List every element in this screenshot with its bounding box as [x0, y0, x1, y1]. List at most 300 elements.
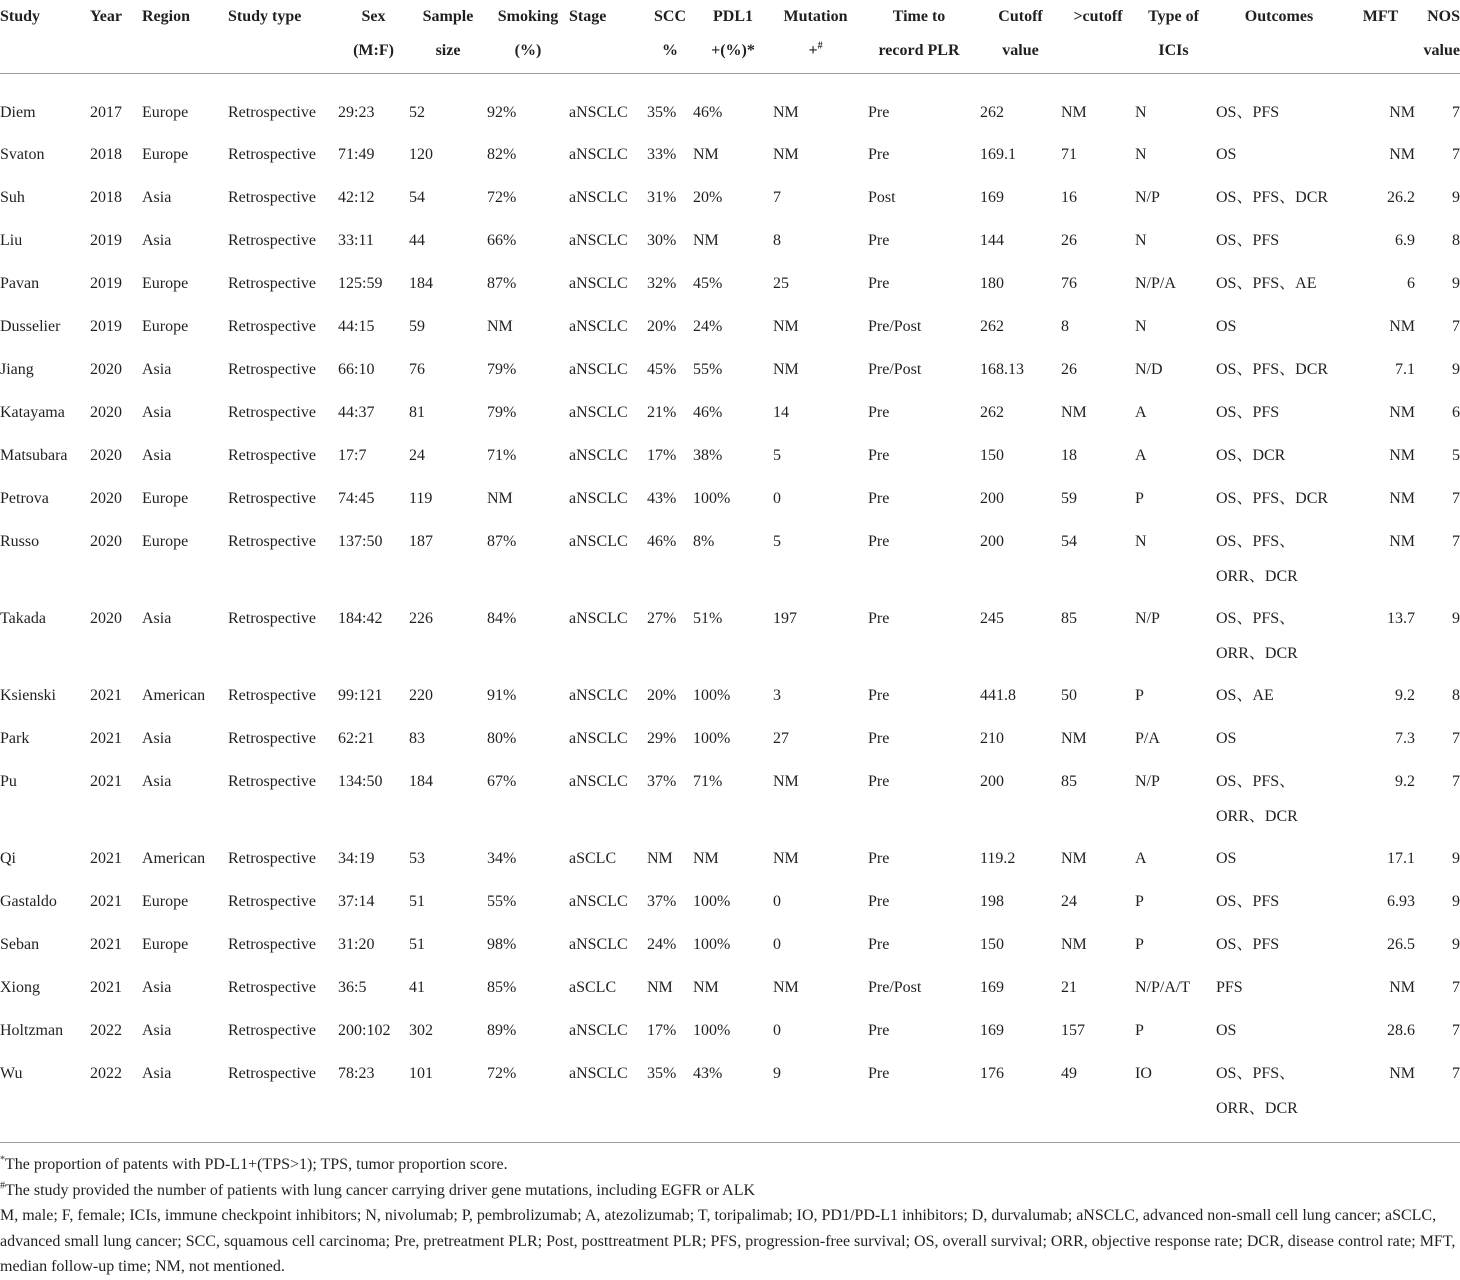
cell-time-to-record: Pre	[868, 730, 890, 747]
cell-time-to-record: Pre	[868, 404, 890, 421]
cell-sample-size: 44	[409, 232, 425, 249]
cell-mutation: 8	[773, 232, 781, 249]
column-header-line1: Type of	[1148, 8, 1199, 25]
cell-year: 2020	[90, 533, 122, 550]
cell-outcomes	[1212, 885, 1346, 928]
table-row	[0, 971, 1460, 1014]
outcomes-line1: OS、PFS	[1216, 232, 1280, 249]
outcomes-line1: OS、PFS、DCR	[1216, 189, 1329, 206]
cell-smoking: 72%	[487, 1065, 517, 1082]
cell-outcomes	[1212, 353, 1346, 396]
cell-mutation: NM	[773, 773, 799, 790]
cell-scc: 35%	[647, 1065, 677, 1082]
column-header	[1212, 0, 1346, 73]
cell-mft: 17.1	[1387, 850, 1415, 867]
cell-sample-size: 53	[409, 850, 425, 867]
outcomes-line1: OS、PFS、	[1216, 610, 1296, 627]
cell-mft: NM	[1389, 1065, 1415, 1082]
cell-sample-size: 184	[409, 275, 433, 292]
column-header	[773, 0, 858, 73]
cell-nos: 7	[1452, 533, 1460, 550]
table-footnotes	[0, 1152, 1460, 1280]
table-header	[0, 0, 1460, 73]
column-header-line1: >cutoff	[1073, 8, 1123, 25]
cell-study: Park	[0, 730, 30, 747]
cell-study: Svaton	[0, 146, 45, 163]
column-header-line1: Study type	[228, 8, 302, 25]
cell-study: Dusselier	[0, 318, 61, 335]
cell-sex-ratio: 17:7	[338, 447, 367, 464]
cell-region: American	[142, 687, 206, 704]
outcomes-line1: OS	[1216, 318, 1237, 335]
cell-nos: 7	[1452, 490, 1460, 507]
cell-scc: 17%	[647, 447, 677, 464]
cell-stage: aNSCLC	[569, 533, 628, 550]
column-header	[142, 0, 228, 73]
outcomes-line1: OS、PFS、	[1216, 773, 1296, 790]
cell-mft: 6.9	[1395, 232, 1415, 249]
cell-ici-type: P	[1135, 893, 1144, 910]
cell-year: 2020	[90, 447, 122, 464]
cell-sample-size: 24	[409, 447, 425, 464]
table-row	[0, 138, 1460, 181]
cell-scc: 24%	[647, 936, 677, 953]
cell-study-type: Retrospective	[228, 490, 316, 507]
cell-smoking: NM	[487, 490, 513, 507]
cell-study: Katayama	[0, 404, 65, 421]
cell-sample-size: 59	[409, 318, 425, 335]
cell-sample-size: 83	[409, 730, 425, 747]
cell-mutation: 0	[773, 936, 781, 953]
cell-mutation: 3	[773, 687, 781, 704]
column-header-line1: Region	[142, 8, 190, 25]
footnote-mutation	[0, 1178, 1460, 1204]
cell-cutoff: 168.13	[980, 361, 1024, 378]
cell-ici-type: P	[1135, 936, 1144, 953]
cell-time-to-record: Pre/Post	[868, 318, 922, 335]
cell-pdl1: 45%	[693, 275, 723, 292]
cell-nos: 7	[1452, 1065, 1460, 1082]
cell-year: 2021	[90, 979, 122, 996]
cell-above-cutoff: 54	[1061, 533, 1077, 550]
cell-stage: aNSCLC	[569, 730, 628, 747]
cell-cutoff: 200	[980, 490, 1004, 507]
cell-sex-ratio: 134:50	[338, 773, 383, 790]
cell-sample-size: 302	[409, 1022, 433, 1039]
cell-outcomes	[1212, 971, 1346, 1014]
column-header-line2: ICIs	[1158, 42, 1189, 59]
cell-outcomes	[1212, 722, 1346, 765]
footnote-asterisk-mark: *	[0, 1154, 5, 1166]
cell-pdl1: 46%	[693, 103, 723, 121]
column-header-line2: record PLR	[878, 42, 960, 59]
cell-study: Qi	[0, 850, 16, 867]
outcomes-line1: OS、PFS、AE	[1216, 275, 1317, 292]
outcomes-line1: OS	[1216, 1022, 1237, 1039]
cell-time-to-record: Pre	[868, 1065, 890, 1082]
outcomes-line1: OS	[1216, 730, 1237, 747]
cell-nos: 8	[1452, 687, 1460, 704]
table-body	[0, 73, 1460, 1134]
cell-time-to-record: Post	[868, 189, 896, 206]
cell-scc: 20%	[647, 318, 677, 335]
column-header	[0, 0, 90, 73]
column-header-line2: +	[808, 42, 818, 59]
cell-study-type: Retrospective	[228, 533, 316, 550]
cell-pdl1: 8%	[693, 533, 715, 550]
cell-scc: 29%	[647, 730, 677, 747]
cell-stage: aNSCLC	[569, 610, 628, 627]
cell-study-type: Retrospective	[228, 232, 316, 249]
cell-stage: aSCLC	[569, 850, 617, 867]
cell-region: Europe	[142, 275, 189, 292]
cell-study-type: Retrospective	[228, 275, 316, 292]
column-header	[228, 0, 338, 73]
cell-cutoff: 262	[980, 103, 1004, 121]
column-header-line1: Year	[90, 8, 122, 25]
cell-smoking: 55%	[487, 893, 517, 910]
outcomes-line1: OS	[1216, 850, 1237, 867]
footnote-mutation-text: The study provided the number of patients with lung cancer carrying driver gene mutations, including EGFR or ALK	[5, 1181, 756, 1199]
column-header-line1: SCC	[653, 8, 686, 25]
cell-above-cutoff: 85	[1061, 610, 1077, 627]
outcomes-line1: OS、PFS、DCR	[1216, 361, 1329, 378]
column-header	[647, 0, 693, 73]
cell-nos: 9	[1452, 361, 1460, 378]
cell-study-type: Retrospective	[228, 404, 316, 421]
cell-sex-ratio: 34:19	[338, 850, 375, 867]
cell-year: 2020	[90, 404, 122, 421]
cell-sex-ratio: 37:14	[338, 893, 375, 910]
cell-sample-size: 51	[409, 893, 425, 910]
cell-nos: 6	[1452, 404, 1460, 421]
cell-time-to-record: Pre	[868, 850, 890, 867]
cell-study: Pu	[0, 773, 17, 790]
cell-sex-ratio: 71:49	[338, 146, 375, 163]
cell-scc: 35%	[647, 103, 677, 121]
cell-mutation: NM	[773, 850, 799, 867]
cell-study: Xiong	[0, 979, 40, 996]
table-row	[0, 842, 1460, 885]
cell-study: Seban	[0, 936, 40, 953]
cell-sample-size: 220	[409, 687, 433, 704]
cell-nos: 7	[1452, 1022, 1460, 1039]
cell-pdl1: 51%	[693, 610, 723, 627]
column-header-line1: Outcomes	[1244, 8, 1314, 25]
cell-study: Suh	[0, 189, 25, 206]
cell-nos: 5	[1452, 447, 1460, 464]
column-header-line1: Time to	[892, 8, 946, 25]
cell-scc: 17%	[647, 1022, 677, 1039]
cell-sample-size: 120	[409, 146, 433, 163]
cell-year: 2018	[90, 146, 122, 163]
cell-scc: NM	[647, 850, 673, 867]
outcomes-line1: OS、AE	[1216, 687, 1274, 704]
cell-sex-ratio: 29:23	[338, 103, 375, 121]
cell-year: 2019	[90, 275, 122, 292]
outcomes-line2: ORR、DCR	[1216, 644, 1298, 662]
cell-mutation: 0	[773, 490, 781, 507]
cell-year: 2017	[90, 103, 122, 121]
column-header	[858, 0, 980, 73]
cell-cutoff: 441.8	[980, 687, 1016, 704]
cell-sex-ratio: 74:45	[338, 490, 375, 507]
column-header	[1415, 0, 1460, 73]
cell-above-cutoff: 85	[1061, 773, 1077, 790]
cell-time-to-record: Pre	[868, 610, 890, 627]
cell-smoking: 71%	[487, 447, 517, 464]
column-header-line1: NOS	[1427, 8, 1460, 25]
column-header-line1: Mutation	[783, 8, 848, 25]
cell-study-type: Retrospective	[228, 936, 316, 953]
cell-outcomes	[1212, 842, 1346, 885]
cell-year: 2022	[90, 1065, 122, 1082]
cell-smoking: 79%	[487, 361, 517, 378]
cell-sex-ratio: 42:12	[338, 189, 375, 206]
cell-mutation: 9	[773, 1065, 781, 1082]
cell-study: Diem	[0, 103, 36, 121]
cell-outcomes	[1212, 765, 1346, 842]
cell-study-type: Retrospective	[228, 103, 316, 121]
cell-year: 2021	[90, 687, 122, 704]
cell-sex-ratio: 137:50	[338, 533, 383, 550]
cell-study: Liu	[0, 232, 23, 249]
cell-outcomes	[1212, 482, 1346, 525]
cell-time-to-record: Pre	[868, 275, 890, 292]
cell-time-to-record: Pre	[868, 232, 890, 249]
cell-region: Asia	[142, 404, 172, 421]
cell-outcomes	[1212, 1014, 1346, 1057]
cell-region: Europe	[142, 318, 189, 335]
cell-sample-size: 52	[409, 103, 425, 121]
cell-year: 2018	[90, 189, 122, 206]
table-row	[0, 765, 1460, 842]
cell-nos: 7	[1452, 773, 1460, 790]
cell-sex-ratio: 78:23	[338, 1065, 375, 1082]
cell-study-type: Retrospective	[228, 1022, 316, 1039]
cell-ici-type: N	[1135, 146, 1147, 163]
outcomes-line1: OS、PFS、	[1216, 533, 1296, 550]
outcomes-line2: ORR、DCR	[1216, 807, 1298, 825]
cell-mft: NM	[1389, 447, 1415, 464]
cell-scc: 33%	[647, 146, 677, 163]
cell-outcomes	[1212, 138, 1346, 181]
column-header-line2: (M:F)	[353, 42, 394, 59]
table-row	[0, 73, 1460, 138]
cell-mft: 26.2	[1387, 189, 1415, 206]
column-header	[338, 0, 409, 73]
cell-stage: aNSCLC	[569, 490, 628, 507]
cell-stage: aNSCLC	[569, 687, 628, 704]
cell-sample-size: 81	[409, 404, 425, 421]
cell-mutation: 0	[773, 893, 781, 910]
cell-cutoff: 144	[980, 232, 1004, 249]
cell-smoking: 98%	[487, 936, 517, 953]
column-header-line1: PDL1	[713, 8, 753, 25]
cell-pdl1: 100%	[693, 893, 731, 910]
cell-study-type: Retrospective	[228, 447, 316, 464]
cell-study: Pavan	[0, 275, 40, 292]
column-header	[980, 0, 1061, 73]
cell-sex-ratio: 62:21	[338, 730, 375, 747]
table-row	[0, 525, 1460, 602]
cell-year: 2021	[90, 850, 122, 867]
cell-mutation: 197	[773, 610, 797, 627]
cell-above-cutoff: NM	[1061, 936, 1087, 953]
cell-mutation: NM	[773, 979, 799, 996]
column-header	[569, 0, 647, 73]
outcomes-line1: OS、PFS	[1216, 936, 1280, 953]
cell-above-cutoff: 24	[1061, 893, 1077, 910]
cell-smoking: 79%	[487, 404, 517, 421]
cell-outcomes	[1212, 439, 1346, 482]
column-header	[1061, 0, 1135, 73]
table-row	[0, 1057, 1460, 1134]
cell-time-to-record: Pre	[868, 936, 890, 953]
cell-year: 2019	[90, 232, 122, 249]
cell-outcomes	[1212, 525, 1346, 602]
table-row	[0, 439, 1460, 482]
cell-scc: NM	[647, 979, 673, 996]
column-header-line1: Sample	[422, 8, 474, 25]
outcomes-line1: OS、PFS	[1216, 404, 1280, 421]
column-header-line1: Sex	[361, 8, 386, 25]
column-header-line2: %	[662, 42, 678, 59]
cell-scc: 43%	[647, 490, 677, 507]
cell-ici-type: P/A	[1135, 730, 1160, 747]
cell-scc: 31%	[647, 189, 677, 206]
cell-stage: aNSCLC	[569, 1065, 628, 1082]
table-bottom-rule	[0, 1142, 1460, 1143]
cell-study: Jiang	[0, 361, 34, 378]
cell-nos: 9	[1452, 275, 1460, 292]
cell-cutoff: 245	[980, 610, 1004, 627]
cell-ici-type: N	[1135, 232, 1147, 249]
cell-mft: 7.1	[1395, 361, 1415, 378]
cell-stage: aNSCLC	[569, 773, 628, 790]
cell-stage: aNSCLC	[569, 447, 628, 464]
cell-mft: NM	[1389, 404, 1415, 421]
cell-region: Europe	[142, 103, 189, 121]
cell-mft: NM	[1389, 146, 1415, 163]
cell-mutation: 5	[773, 447, 781, 464]
cell-study-type: Retrospective	[228, 318, 316, 335]
cell-mutation: 25	[773, 275, 789, 292]
cell-sex-ratio: 31:20	[338, 936, 375, 953]
table-row	[0, 224, 1460, 267]
table-row	[0, 482, 1460, 525]
cell-sample-size: 187	[409, 533, 433, 550]
cell-year: 2022	[90, 1022, 122, 1039]
cell-sex-ratio: 36:5	[338, 979, 367, 996]
cell-cutoff: 198	[980, 893, 1004, 910]
cell-study-type: Retrospective	[228, 1065, 316, 1082]
cell-above-cutoff: 59	[1061, 490, 1077, 507]
cell-cutoff: 262	[980, 404, 1004, 421]
cell-region: Asia	[142, 773, 172, 790]
cell-scc: 27%	[647, 610, 677, 627]
cell-above-cutoff: 26	[1061, 232, 1077, 249]
cell-ici-type: A	[1135, 447, 1147, 464]
cell-study: Russo	[0, 533, 40, 550]
cell-time-to-record: Pre	[868, 146, 890, 163]
cell-pdl1: 55%	[693, 361, 723, 378]
cell-mft: NM	[1389, 103, 1415, 121]
table-row	[0, 181, 1460, 224]
cell-cutoff: 200	[980, 533, 1004, 550]
cell-scc: 30%	[647, 232, 677, 249]
cell-nos: 7	[1452, 318, 1460, 335]
table-row	[0, 885, 1460, 928]
cell-mft: 28.6	[1387, 1022, 1415, 1039]
cell-nos: 7	[1452, 730, 1460, 747]
cell-above-cutoff: 18	[1061, 447, 1077, 464]
cell-above-cutoff: 21	[1061, 979, 1077, 996]
cell-nos: 7	[1452, 103, 1460, 121]
cell-nos: 8	[1452, 232, 1460, 249]
cell-smoking: 67%	[487, 773, 517, 790]
cell-cutoff: 180	[980, 275, 1004, 292]
column-header-line2: +(%)*	[711, 42, 755, 59]
cell-cutoff: 169	[980, 1022, 1004, 1039]
table-row	[0, 396, 1460, 439]
cell-scc: 20%	[647, 687, 677, 704]
cell-sex-ratio: 44:37	[338, 404, 375, 421]
cell-ici-type: N/P/A/T	[1135, 979, 1191, 996]
cell-time-to-record: Pre	[868, 490, 890, 507]
cell-stage: aNSCLC	[569, 404, 628, 421]
cell-time-to-record: Pre	[868, 533, 890, 550]
cell-ici-type: N/P	[1135, 610, 1160, 627]
footnote-pdl1-text: The proportion of patents with PD-L1+(TPS>1); TPS, tumor proportion score.	[5, 1156, 508, 1173]
cell-year: 2021	[90, 773, 122, 790]
outcomes-line1: OS、PFS	[1216, 103, 1280, 121]
header-row	[0, 0, 1460, 73]
cell-pdl1: NM	[693, 850, 719, 867]
cell-ici-type: N/D	[1135, 361, 1163, 378]
cell-nos: 7	[1452, 979, 1460, 996]
cell-region: Asia	[142, 610, 172, 627]
table-row	[0, 353, 1460, 396]
cell-region: Europe	[142, 533, 189, 550]
outcomes-line1: OS、PFS	[1216, 893, 1280, 910]
footnote-pdl1	[0, 1152, 1460, 1178]
cell-outcomes	[1212, 928, 1346, 971]
column-header-line1: Smoking	[497, 8, 559, 25]
cell-mutation: 7	[773, 189, 781, 206]
cell-year: 2019	[90, 318, 122, 335]
cell-stage: aNSCLC	[569, 103, 628, 121]
cell-year: 2021	[90, 730, 122, 747]
table-row	[0, 310, 1460, 353]
cell-year: 2021	[90, 893, 122, 910]
cell-ici-type: A	[1135, 404, 1147, 421]
cell-cutoff: 262	[980, 318, 1004, 335]
cell-pdl1: 100%	[693, 936, 731, 953]
cell-ici-type: IO	[1135, 1065, 1152, 1082]
cell-mft: NM	[1389, 490, 1415, 507]
cell-nos: 9	[1452, 850, 1460, 867]
table-row	[0, 602, 1460, 679]
cell-stage: aNSCLC	[569, 146, 628, 163]
cell-outcomes	[1212, 267, 1346, 310]
cell-study-type: Retrospective	[228, 146, 316, 163]
cell-mft: NM	[1389, 318, 1415, 335]
cell-mutation: NM	[773, 361, 799, 378]
cell-study: Ksienski	[0, 687, 56, 704]
cell-region: Asia	[142, 1065, 172, 1082]
cell-time-to-record: Pre	[868, 893, 890, 910]
